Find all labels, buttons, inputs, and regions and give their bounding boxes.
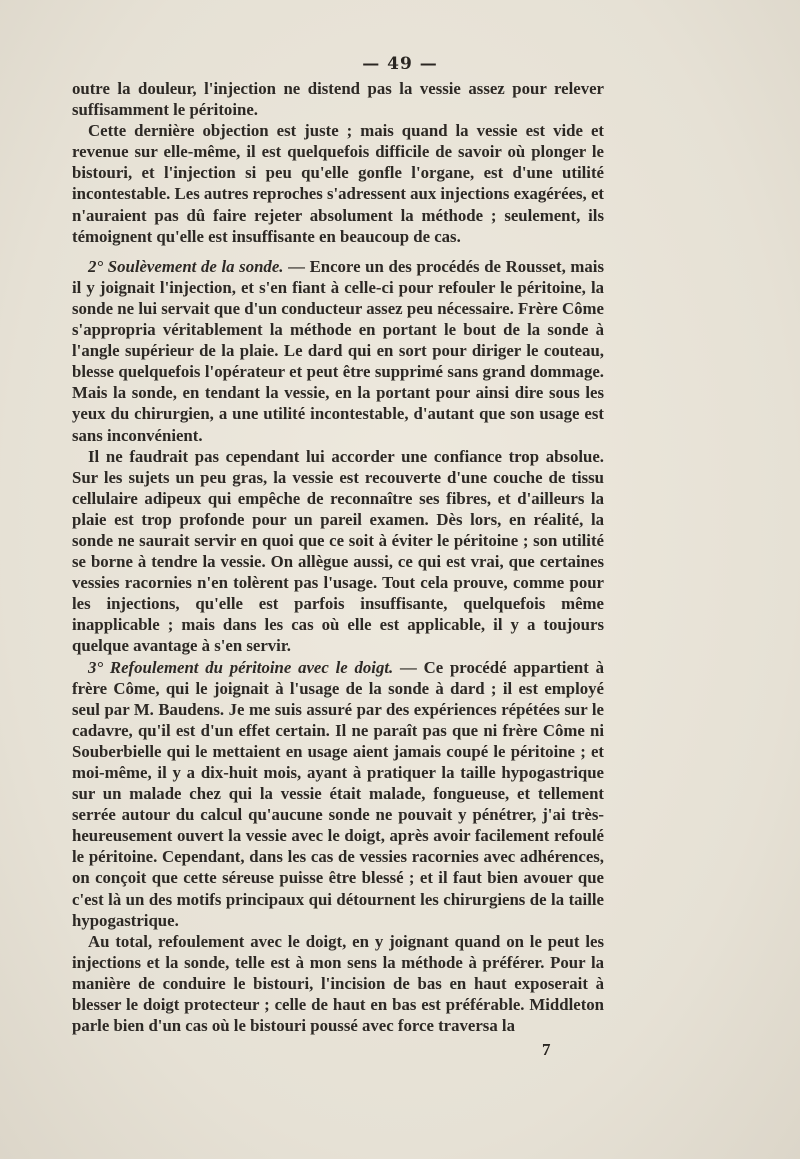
paragraph-text: — Ce procédé appartient à frère Côme, qui le joignait à l'usage de la sonde à dard ; il est employé seul par M. Baudens. Je me suis assuré par des expériences répétées sur le cadavre, qu'il est d'un effet certain. Il ne paraît pas que ni frère Côme ni Souberbielle qui le mettaient en usage aient jamais coupé le péritoine ; et moi-même, il y a dix-huit mois, ayant à pratiquer la taille hypogastrique sur un malade chez qui la vessie était malade, fongueuse, et tellement serrée autour du calcul qu'aucune sonde ne pouvait y pénétrer, j'ai très-heureusement ouvert la vessie avec le doigt, après avoir facilement refoulé le péritoine. Cependant, dans les cas de vessies racornies avec adhérences, on conçoit que cette séreuse puisse être blessé ; et il faut bien avouer que c'est là un des motifs principaux qui détournent les chirurgiens de la taille hypogastrique.	[72, 657, 605, 930]
paragraph-text: Au total, refoulement avec le doigt, en y joignant quand on le peut les injections et la sonde, telle est à mon sens la méthode à préférer. Pour la manière de conduire le bistouri, l'incision de bas en haut exposerait à blesser le doigt protecteur ; celle de haut en bas est préférable. Middleton parle bien d'un cas où le bistouri poussé avec force traversa la	[72, 931, 604, 1036]
section-paragraph	[72, 256, 604, 446]
section-heading: 3° Refoulement du péritoine avec le doigt.	[88, 657, 394, 677]
section-paragraph	[72, 657, 604, 931]
body-text	[72, 78, 604, 1036]
paragraph	[72, 446, 604, 657]
paragraph-text: Il ne faudrait pas cependant lui accorder une confiance trop absolue. Sur les sujets un peu gras, la vessie est recouverte d'une couche de tissu cellulaire adipeux qui empêche de reconnaître ses fibres, et d'ailleurs la plaie est trop profonde pour un pareil examen. Dès lors, en réalité, la sonde ne saurait servir en quoi que ce soit à éviter le péritoine ; son utilité se borne à tendre la vessie. On allègue aussi, ce qui est vrai, que certaines vessies racornies n'en tolèrent pas l'usage. Tout cela prouve, comme pour les injections, qu'elle est parfois insuffisante, quelquefois même inapplicable ; mais dans les cas où elle est applicable, il y a toujours quelque avantage à s'en servir.	[72, 446, 604, 656]
signature-mark: 7	[542, 1040, 551, 1059]
paragraph	[72, 931, 604, 1036]
paragraph	[72, 120, 604, 247]
paragraph	[72, 78, 604, 120]
paragraph-text: outre la douleur, l'injection ne distend pas la vessie assez pour relever suffisamment le péritoine.	[72, 79, 604, 120]
paragraph-text: — Encore un des procédés de Rousset, mais il y joignait l'injection, et s'en fiant à celle-ci pour refouler le péritoine, la sonde ne lui servait que d'un conducteur assez peu nécessaire. Frère Côme s'appropria véritablement la méthode en portant le bout de la sonde à l'angle supérieur de la plaie. Le dard qui en sort pour diriger le couteau, blesse quelquefois l'opérateur et peut être supprimé sans grand dommage. Mais la sonde, en tendant la vessie, en la portant pour ainsi dire sous les yeux du chirurgien, a une utilité incontestable, d'autant que son usage est sans inconvénient.	[72, 256, 604, 445]
section-heading: 2° Soulèvement de la sonde.	[88, 256, 284, 276]
paragraph-text: Cette dernière objection est juste ; mais quand la vessie est vide et revenue sur elle-même, il est quelquefois difficile de savoir où plonger le bistouri, et l'injection si peu qu'elle gonfle l'organe, est d'une utilité incontestable. Les autres reproches s'adressent aux injections exagérées, et n'auraient pas dû faire rejeter absolument la méthode ; seulement, ils témoignent qu'elle est insuffisante en beaucoup de cas.	[72, 121, 604, 246]
page-number: — 49 —	[362, 54, 438, 74]
